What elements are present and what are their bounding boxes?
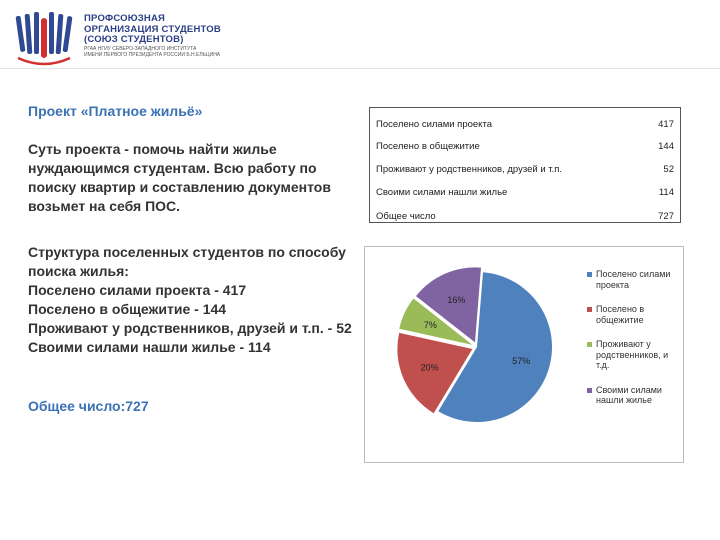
table-row (376, 141, 674, 152)
legend-swatch (587, 272, 592, 277)
pie-chart (364, 246, 684, 463)
table-row (376, 119, 674, 130)
table-row (376, 187, 674, 198)
pie-label: 16% (447, 294, 466, 305)
structure-block (28, 243, 358, 357)
row-value: 417 (658, 119, 674, 130)
row-value: 52 (663, 164, 674, 175)
organization-name (84, 14, 344, 59)
row-label: Поселено в общежитие (376, 141, 480, 152)
project-title: Проект «Платное жильё» (28, 103, 203, 119)
stats-table (369, 107, 681, 223)
structure-line: Поселено силами проекта - 417 (28, 282, 247, 298)
pie-label: 20% (420, 362, 439, 373)
row-label: Общее число (376, 211, 436, 222)
chart-legend (587, 269, 681, 420)
legend-label: Проживают у родственников, и т.д. (596, 339, 669, 370)
legend-item (587, 269, 681, 290)
legend-swatch (587, 388, 592, 393)
org-subline: ИМЕНИ ПЕРВОГО ПРЕЗИДЕНТА РОССИИ Б.Н.ЕЛЬЦИНА (84, 52, 221, 58)
org-subline: РГАА НГИУ СЕВЕРО-ЗАПАДНОГО ИНСТИТУТА (84, 45, 197, 52)
legend-item (587, 339, 681, 371)
pie-label: 7% (423, 320, 437, 331)
legend-swatch (587, 342, 592, 347)
structure-line: Своими силами нашли жилье - 114 (28, 339, 271, 355)
row-value: 114 (658, 187, 674, 198)
table-row (376, 164, 674, 175)
project-description: Суть проекта - помочь найти жилье нуждающимся студентам. Всю работу по поиску квартир и составлению документов возьмет на себя ПОС. (28, 141, 331, 214)
structure-heading: Структура поселенных студентов по способу поиска жилья: (28, 244, 346, 279)
org-line: ПРОФСОЮЗНАЯ (84, 13, 166, 24)
legend-item (587, 304, 681, 325)
pie-label: 57% (512, 356, 531, 367)
structure-line: Поселено в общежитие - 144 (28, 301, 227, 317)
legend-label: Своими силами нашли жилье (596, 384, 662, 405)
org-line: (СОЮЗ СТУДЕНТОВ) (84, 34, 184, 45)
pie-svg (365, 247, 585, 462)
legend-item (587, 385, 681, 406)
row-label: Проживают у родственников, друзей и т.п. (376, 164, 562, 175)
structure-line: Проживают у родственников, друзей и т.п. - 52 (28, 320, 352, 336)
header-divider (0, 68, 720, 69)
row-label: Поселено силами проекта (376, 119, 492, 130)
legend-label: Поселено в общежитие (596, 304, 645, 325)
row-label: Своими силами нашли жилье (376, 187, 508, 198)
total-count: Общее число:727 (28, 398, 149, 414)
row-value: 144 (658, 141, 674, 152)
org-line: ОРГАНИЗАЦИЯ СТУДЕНТОВ (84, 23, 221, 35)
row-value: 727 (658, 211, 674, 222)
legend-label: Поселено силами проекта (596, 269, 671, 290)
table-row (376, 211, 674, 222)
legend-swatch (587, 307, 592, 312)
union-logo (14, 10, 74, 68)
